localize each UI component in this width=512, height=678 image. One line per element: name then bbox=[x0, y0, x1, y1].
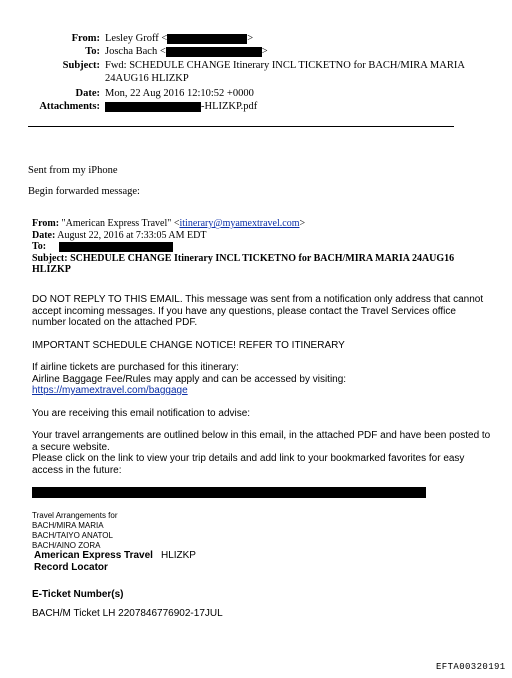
fwd-date-row bbox=[32, 230, 472, 242]
redaction-box bbox=[59, 242, 173, 252]
forwarded-header bbox=[32, 218, 472, 276]
redaction-box bbox=[105, 102, 201, 112]
fwd-to-label: To: bbox=[32, 241, 47, 252]
to-name: Joscha Bach < bbox=[105, 46, 166, 57]
fwd-subject-label: Subject: bbox=[32, 252, 68, 264]
to-label: To: bbox=[85, 46, 100, 57]
from-value bbox=[105, 32, 465, 45]
redaction-box bbox=[167, 34, 247, 44]
redaction-box bbox=[166, 47, 262, 57]
subject-line-1: Fwd: SCHEDULE CHANGE Itinerary INCL TICKETNO for BACH/MIRA MARIA bbox=[105, 60, 465, 71]
attachments-label: Attachments: bbox=[39, 101, 100, 112]
fwd-from-label: From: bbox=[32, 218, 60, 229]
baggage-link[interactable]: https://myamextravel.com/baggage bbox=[32, 385, 188, 396]
fwd-to-row bbox=[32, 241, 472, 253]
traveler-name: BACH/TAIYO ANATOL bbox=[32, 531, 113, 540]
to-close: > bbox=[261, 46, 268, 57]
agency-name: American Express Travel bbox=[34, 550, 153, 561]
eticket-header: E-Ticket Number(s) bbox=[32, 589, 124, 600]
to-value bbox=[105, 45, 465, 58]
document-id: EFTA00320191 bbox=[436, 662, 506, 672]
attachment-filename[interactable]: -HLIZKP.pdf bbox=[201, 101, 258, 112]
subject-value bbox=[105, 59, 465, 85]
attachments-value bbox=[105, 100, 465, 113]
header-divider bbox=[28, 126, 454, 127]
traveler-name: BACH/MIRA MARIA bbox=[32, 521, 104, 530]
date-label: Date: bbox=[75, 88, 100, 99]
email-body bbox=[32, 294, 492, 476]
no-reply-paragraph: DO NOT REPLY TO THIS EMAIL. This message was sent from a notification only address that cannot accept incoming messages. If you have any questions, please contact the Travel Services office number located on the attached PDF. bbox=[32, 294, 484, 328]
fwd-date-label: Date: bbox=[32, 229, 56, 241]
from-name: Lesley Groff < bbox=[105, 33, 168, 44]
fwd-from-close: > bbox=[299, 218, 306, 229]
fwd-from-email-link[interactable]: itinerary@myamextravel.com bbox=[179, 218, 300, 229]
from-close: > bbox=[247, 33, 254, 44]
date-value: Mon, 22 Aug 2016 12:10:52 +0000 bbox=[105, 88, 254, 99]
schedule-change-notice: IMPORTANT SCHEDULE CHANGE NOTICE! REFER TO ITINERARY bbox=[32, 339, 345, 351]
ticket-line: BACH/M Ticket LH 2207846776902-17JUL bbox=[32, 608, 223, 619]
travel-arrangements-paragraph: Your travel arrangements are outlined below in this email, in the attached PDF and have been posted to a secure website. bbox=[32, 430, 491, 453]
sent-from-line: Sent from my iPhone bbox=[28, 165, 118, 176]
redacted-link bbox=[32, 487, 426, 498]
fwd-from-name: "American Express Travel" < bbox=[61, 218, 180, 229]
travel-arrangements-title: Travel Arrangements for bbox=[32, 511, 118, 520]
record-locator-label: Record Locator bbox=[34, 562, 108, 573]
record-locator-code: HLIZKP bbox=[160, 550, 196, 561]
fwd-subject-value: SCHEDULE CHANGE Itinerary INCL TICKETNO for BACH/MIRA MARIA 24AUG16 HLIZKP bbox=[32, 252, 455, 275]
airline-tickets-line: If airline tickets are purchased for this itinerary: bbox=[32, 362, 239, 373]
traveler-name: BACH/AINO ZORA bbox=[32, 541, 101, 550]
fwd-subject-row bbox=[32, 253, 472, 276]
notification-advise-line: You are receiving this email notification to advise: bbox=[32, 407, 251, 419]
subject-label: Subject: bbox=[62, 60, 100, 71]
from-label: From: bbox=[71, 33, 100, 44]
travel-arrangements bbox=[32, 511, 118, 551]
click-link-paragraph: Please click on the link to view your trip details and add link to your bookmarked favorites for easy access in the future: bbox=[32, 453, 465, 476]
baggage-fee-line: Airline Baggage Fee/Rules may apply and can be accessed by visiting: bbox=[32, 373, 347, 385]
fwd-from-row bbox=[32, 218, 472, 230]
fwd-date-value: August 22, 2016 at 7:33:05 AM EDT bbox=[57, 229, 207, 241]
agency-block bbox=[34, 550, 196, 574]
begin-forwarded-line: Begin forwarded message: bbox=[28, 186, 140, 197]
subject-line-2: 24AUG16 HLIZKP bbox=[105, 73, 189, 84]
